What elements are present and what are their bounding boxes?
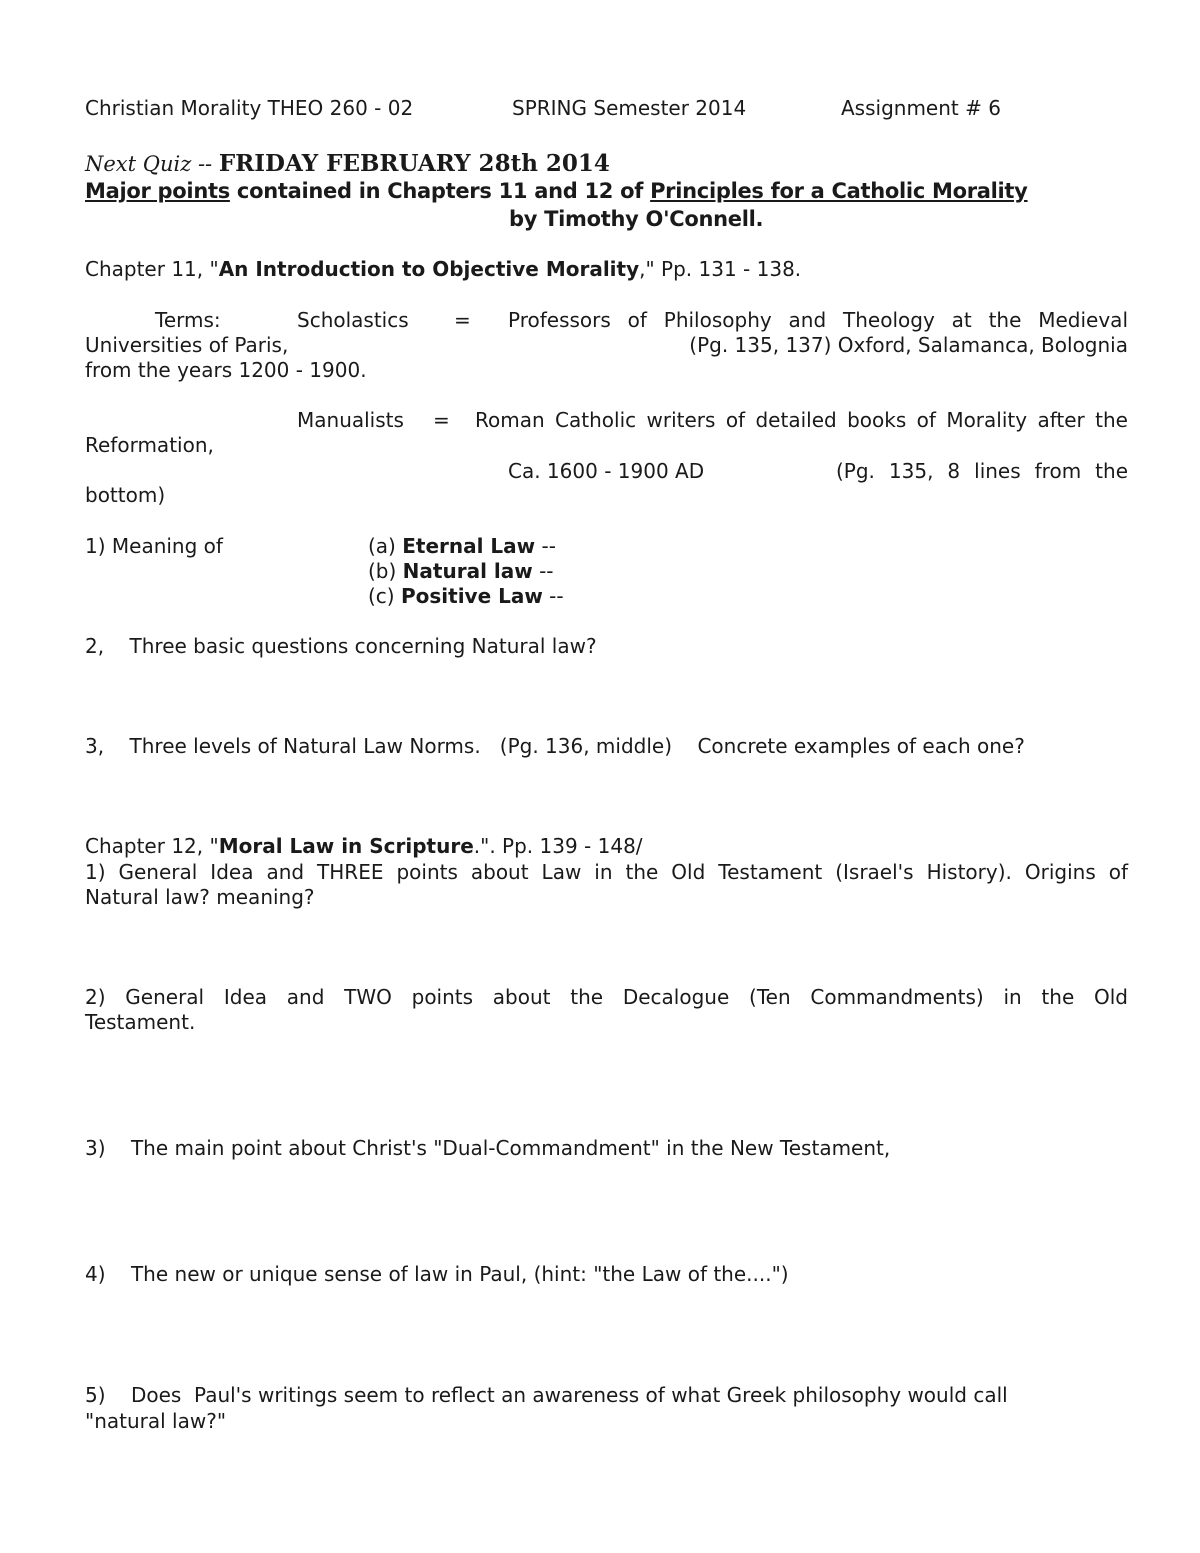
scholastics-line3: from the years 1200 - 1900.: [85, 358, 367, 382]
c12-q5-line1: 5) Does Paul's writings seem to reflect an awareness of what Greek philosophy would call: [85, 1383, 1008, 1407]
q1-b-prefix: (b): [368, 559, 403, 583]
scholastics-definition: Professors of Philosophy and Theology at the Medieval: [508, 308, 1128, 332]
c12-q1-line2: Natural law? meaning?: [85, 885, 315, 909]
chapter11-prefix: Chapter 11, ": [85, 257, 219, 281]
chapter12-heading: [85, 834, 643, 859]
q1-c-suffix: --: [542, 584, 564, 608]
book-title: Principles for a Catholic Morality: [650, 179, 1028, 203]
q1-a-prefix: (a): [368, 534, 403, 558]
scholastics-line2-left: Universities of Paris,: [85, 333, 289, 357]
q1-a-term: Eternal Law: [402, 534, 536, 558]
chapter11-title: An Introduction to Objective Morality: [218, 257, 640, 281]
manualists-term: Manualists: [297, 408, 404, 432]
q1-item-c: [368, 584, 564, 609]
quiz-line: [85, 151, 610, 177]
chapter11-heading: [85, 257, 801, 282]
c12-q5-line2: "natural law?": [85, 1409, 227, 1433]
manualists-definition: Roman Catholic writers of detailed books of Morality after the: [475, 408, 1128, 432]
c12-q2-line2: Testament.: [85, 1010, 196, 1034]
scholastics-term: Scholastics: [297, 308, 409, 332]
c12-q2-line1: 2) General Idea and TWO points about the Decalogue (Ten Commandments) in the Old: [85, 985, 1128, 1009]
c12-q3-text: 3) The main point about Christ's "Dual-Commandment" in the New Testament,: [85, 1136, 891, 1160]
subtitle-middle: contained in Chapters 11 and 12 of: [229, 179, 651, 203]
subtitle-line: [85, 179, 1028, 204]
q2-text: 2, Three basic questions concerning Natural law?: [85, 634, 597, 658]
manualists-date: Ca. 1600 - 1900 AD: [508, 459, 705, 483]
terms-label: Terms:: [155, 308, 221, 332]
quiz-date: FRIDAY FEBRUARY 28th 2014: [218, 150, 610, 177]
chapter12-suffix: .". Pp. 139 - 148/: [473, 834, 643, 858]
author-line: by Timothy O'Connell.: [509, 207, 764, 231]
c12-q1-line1: 1) General Idea and THREE points about Law in the Old Testament (Israel's History). Origins of: [85, 860, 1128, 884]
equals-sign: =: [433, 408, 450, 432]
q1-c-prefix: (c): [368, 584, 401, 608]
q1-b-term: Natural law: [402, 559, 533, 583]
q1-a-suffix: --: [535, 534, 556, 558]
major-points: Major points: [85, 179, 230, 203]
q1-b-suffix: --: [532, 559, 554, 583]
q1-item-a: [368, 534, 556, 559]
chapter11-suffix: ," Pp. 131 - 138.: [639, 257, 802, 281]
manualists-line4: bottom): [85, 483, 166, 507]
c12-q4-text: 4) The new or unique sense of law in Paul, (hint: "the Law of the...."): [85, 1262, 789, 1286]
q1-label: 1) Meaning of: [85, 534, 223, 558]
chapter12-prefix: Chapter 12, ": [85, 834, 219, 858]
quiz-prefix: Next Quiz --: [85, 152, 213, 176]
semester: SPRING Semester 2014: [512, 96, 747, 120]
manualists-line2: Reformation,: [85, 433, 214, 457]
assignment-number: Assignment # 6: [841, 96, 1001, 120]
chapter12-title: Moral Law in Scripture: [218, 834, 474, 858]
course-title: Christian Morality THEO 260 - 02: [85, 96, 414, 120]
manualists-reference: (Pg. 135, 8 lines from the: [836, 459, 1128, 483]
q1-item-b: [368, 559, 554, 584]
q3-text: 3, Three levels of Natural Law Norms. (Pg. 136, middle) Concrete examples of each one?: [85, 734, 1025, 758]
q1-c-term: Positive Law: [400, 584, 543, 608]
equals-sign: =: [454, 308, 471, 332]
scholastics-line2-right: (Pg. 135, 137) Oxford, Salamanca, Bolognia: [689, 333, 1128, 357]
